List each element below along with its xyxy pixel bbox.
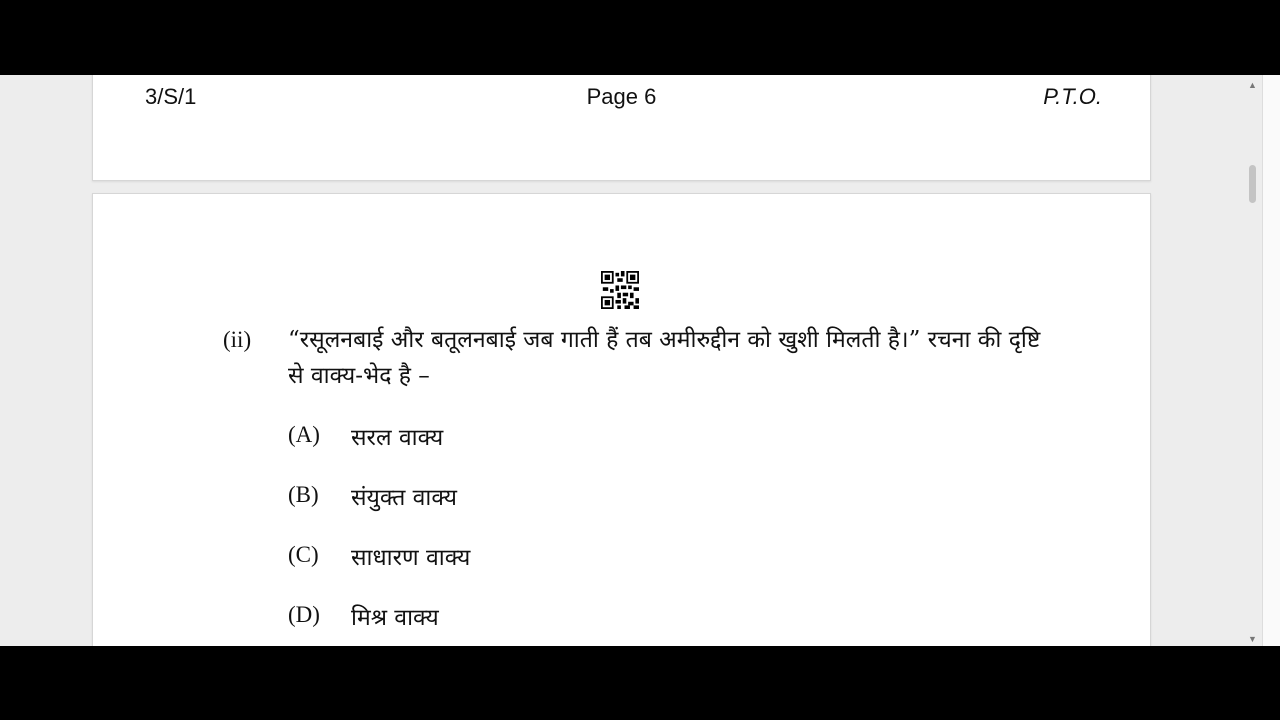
qr-code-icon (601, 271, 639, 309)
arrow-up-icon[interactable]: ▲ (1248, 80, 1257, 90)
page-footer-pto: P.T.O. (1043, 84, 1102, 109)
option-label: (B) (288, 482, 319, 507)
document-viewport (0, 75, 1280, 646)
page-current (92, 193, 1151, 646)
vertical-scrollbar[interactable] (1244, 75, 1262, 646)
arrow-down-icon[interactable]: ▼ (1248, 634, 1257, 644)
scrollbar-thumb[interactable] (1249, 165, 1256, 203)
option-text: मिश्र वाक्य (351, 605, 439, 631)
option-label: (C) (288, 542, 319, 567)
question-number: (ii) (223, 327, 252, 352)
page-footer-number: Page 6 (586, 84, 657, 109)
option-text: संयुक्त वाक्य (351, 485, 458, 511)
option-label: (D) (288, 602, 320, 627)
page-previous (92, 75, 1151, 181)
question-text: “रसूलनबाई और बतूलनबाई जब गाती हैं तब अमीरुद्दीन को खुशी मिलती है।” रचना की दृष्टि से वाक्य-भेद है – (288, 327, 1041, 389)
option-label: (A) (288, 422, 320, 447)
option-text: सरल वाक्य (351, 425, 444, 451)
side-panel-edge (1262, 75, 1280, 646)
page-footer-code: 3/S/1 (145, 84, 197, 109)
option-text: साधारण वाक्य (351, 545, 471, 571)
